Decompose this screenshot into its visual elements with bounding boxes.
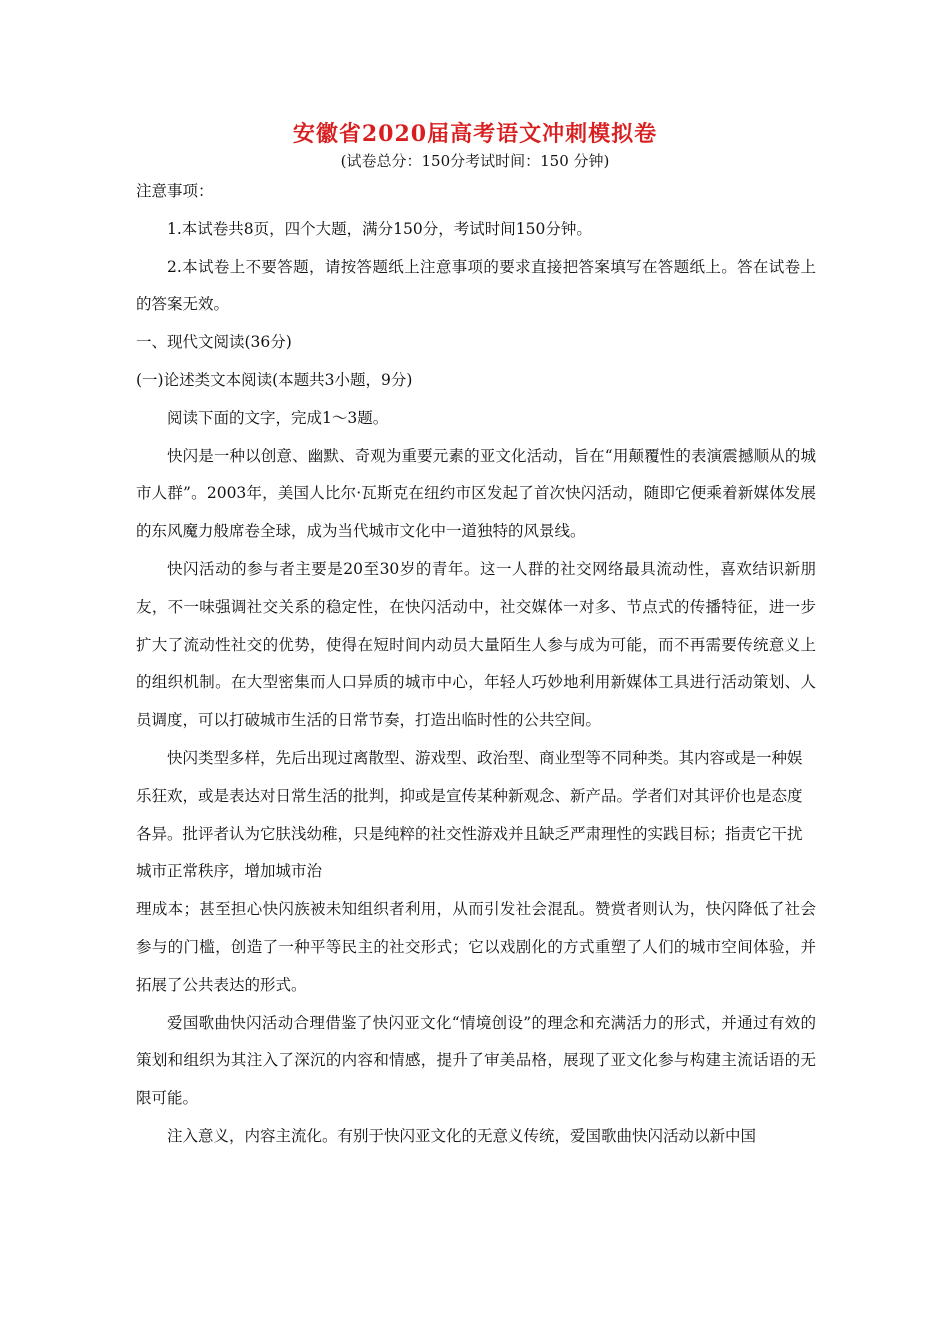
passage-paragraph-continued: 理成本；甚至担心快闪族被未知组织者利用，从而引发社会混乱。赞赏者则认为，快闪降低了社会参与的门槛，创造了一种平等民主的社交形式；它以戏剧化的方式重塑了人们的城市空间体验，并拓展了公共表达的形式。 [136,900,816,994]
passage-paragraph: 注入意义，内容主流化。有别于快闪亚文化的无意义传统，爱国歌曲快闪活动以新中国 [167,1126,757,1145]
passage-paragraph: 爱国歌曲快闪活动合理借鉴了快闪亚文化“情境创设”的理念和充满活力的形式，并通过有效的策划和组织为其注入了深沉的内容和情感，提升了审美品格，展现了亚文化参与构建主流话语的无限可能。 [136,1013,816,1108]
notice-item-2: 2.本试卷上不要答题，请按答题纸上注意事项的要求直接把答案填写在答题纸上。答在试卷上的答案无效。 [136,257,816,314]
section-heading: 一、现代文阅读(36分) [136,333,292,352]
document-title: 安徽省2020届高考语文冲刺模拟卷 [292,121,658,147]
subsection-heading: (一)论述类文本阅读(本题共3小题，9分) [136,370,413,389]
notice-item-1: 1.本试卷共8页，四个大题，满分150分，考试时间150分钟。 [167,219,592,238]
notice-heading: 注意事项： [136,182,214,200]
passage-paragraph: 快闪活动的参与者主要是20至30岁的青年。这一人群的社交网络最具流动性，喜欢结识新朋友，不一味强调社交关系的稳定性，在快闪活动中，社交媒体一对多、节点式的传播特征，进一步扩大了流动性社交的优势，使得在短时间内动员大量陌生人参与成为可能，而不再需要传统意义上的组织机制。在大型密集而人口异质的城市中心，年轻人巧妙地利用新媒体工具进行活动策划、人员调度，可以打破城市生活的日常节奏，打造出临时性的公共空间。 [136,559,816,730]
passage-paragraph: 快闪是一种以创意、幽默、奇观为重要元素的亚文化活动，旨在“用颠覆性的表演震撼顺从的城市人群”。2003年，美国人比尔·瓦斯克在纽约市区发起了首次快闪活动，随即它便乘着新媒体发展的东风魔力般席卷全球，成为当代城市文化中一道独特的风景线。 [136,446,816,541]
document-subtitle: (试卷总分：150分考试时间：150 分钟) [340,152,610,170]
passage-paragraph: 快闪类型多样，先后出现过离散型、游戏型、政治型、商业型等不同种类。其内容或是一种娱乐狂欢，或是表达对日常生活的批判，抑或是宣传某种新观念、新产品。学者们对其评价也是态度各异。批评者认为它肤浅幼稚，只是纯粹的社交性游戏并且缺乏严肃理性的实践目标；指责它干扰城市正常秩序，增加城市治 [136,748,803,881]
reading-instruction: 阅读下面的文字，完成1～3题。 [167,408,389,427]
document-body [136,173,816,1156]
